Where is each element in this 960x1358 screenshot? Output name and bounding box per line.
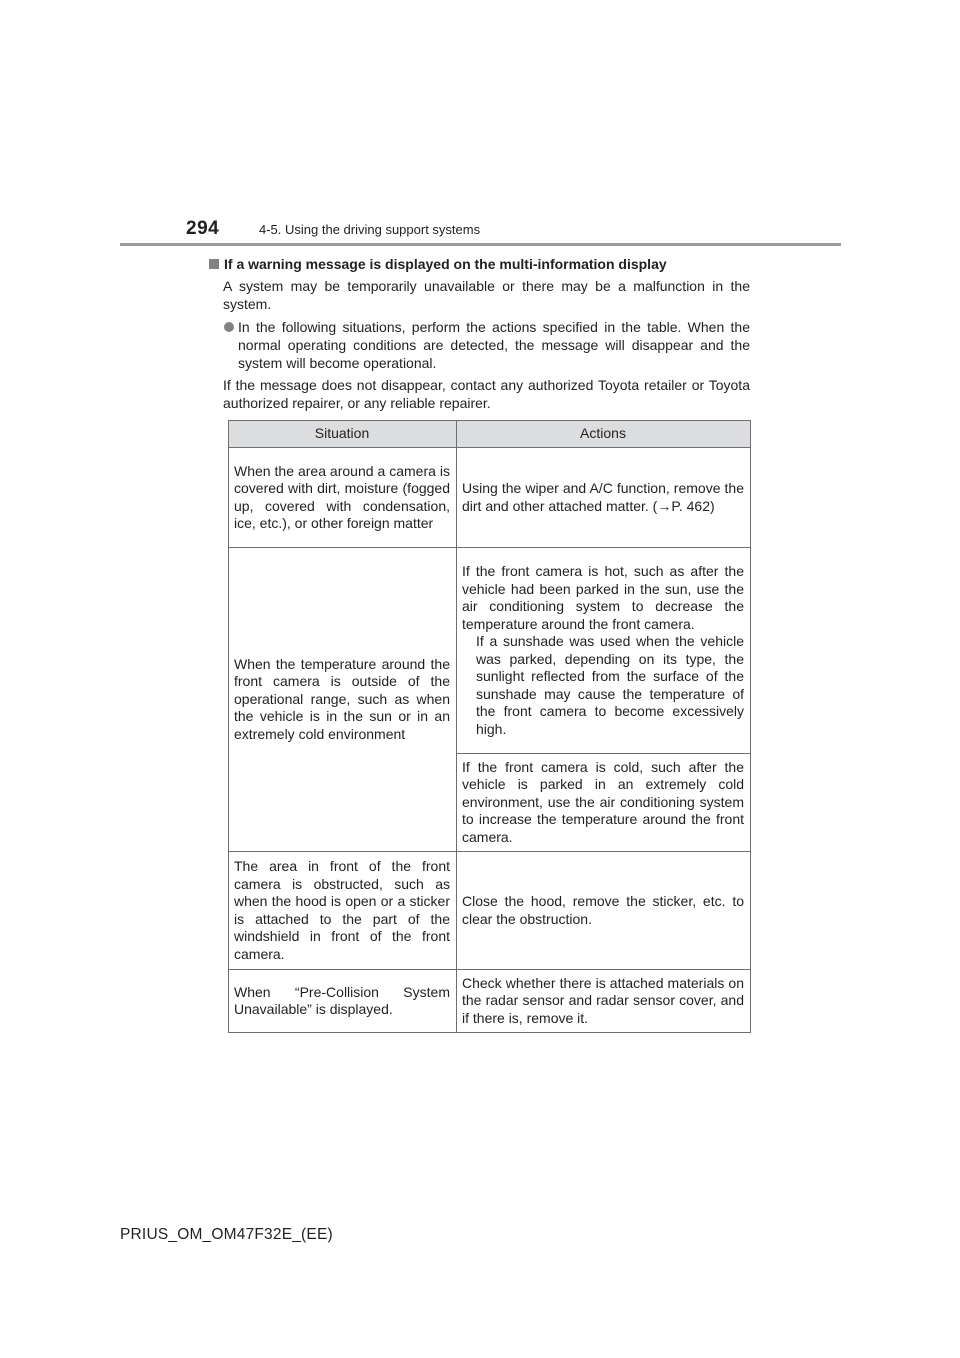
column-header-actions: Actions — [457, 421, 751, 448]
situation-actions-table — [228, 420, 751, 1033]
circle-bullet-icon — [224, 322, 234, 332]
contact-note: If the message does not disappear, contact any authorized Toyota retailer or Toyota authorized repairer, or any reliable repairer. — [223, 377, 750, 411]
intro-paragraph: A system may be temporarily unavailable or there may be a malfunction in the system. — [223, 278, 750, 312]
action-subnote: If a sunshade was used when the vehicle was parked, depending on its type, the sunlight reflected from the surface of the sunshade may cause the temperature of the front camera to become excessively high. — [476, 633, 744, 737]
situation-cell: When the temperature around the front camera is outside of the operational range, such as when the vehicle is in the sun or in an extremely cold environment — [229, 548, 457, 852]
page-number: 294 — [186, 218, 220, 239]
action-cell: Check whether there is attached materials on the radar sensor and radar sensor cover, and if there is, remove it. — [457, 970, 751, 1033]
header-rule — [120, 243, 841, 246]
situation-cell: The area in front of the front camera is obstructed, such as when the hood is open or a sticker is attached to the part of the windshield in front of the front camera. — [229, 852, 457, 970]
action-cell — [457, 548, 751, 754]
table-row — [229, 548, 751, 754]
bullet-text: In the following situations, perform the actions specified in the table. When the normal operating conditions are detected, the message will disappear and the system will become operational. — [238, 319, 750, 371]
action-cell: Close the hood, remove the sticker, etc. to clear the obstruction. — [457, 852, 751, 970]
action-cell: If the front camera is cold, such after the vehicle is parked in an extremely cold environment, use the air conditioning system to increase the temperature around the front camera. — [457, 754, 751, 852]
section-heading — [209, 255, 769, 273]
section-title: 4-5. Using the driving support systems — [259, 222, 481, 237]
table-row — [229, 970, 751, 1033]
table-row — [229, 852, 751, 970]
action-text: If the front camera is hot, such as after the vehicle had been parked in the sun, use the air conditioning system to decrease the temperature around the front camera. — [462, 563, 744, 632]
action-cell: Using the wiper and A/C function, remove the dirt and other attached matter. (→P. 462) — [457, 448, 751, 548]
table-header-row — [229, 421, 751, 448]
column-header-situation: Situation — [229, 421, 457, 448]
square-bullet-icon — [209, 259, 219, 269]
situation-cell: When “Pre-Collision System Unavailable” is displayed. — [229, 970, 457, 1033]
heading-text: If a warning message is displayed on the multi-information display — [224, 256, 667, 272]
document-code: PRIUS_OM_OM47F32E_(EE) — [120, 1226, 333, 1243]
table-row — [229, 448, 751, 548]
situation-cell: When the area around a camera is covered with dirt, moisture (fogged up, covered with condensation, ice, etc.), or other foreign matter — [229, 448, 457, 548]
bullet-item — [223, 318, 750, 372]
